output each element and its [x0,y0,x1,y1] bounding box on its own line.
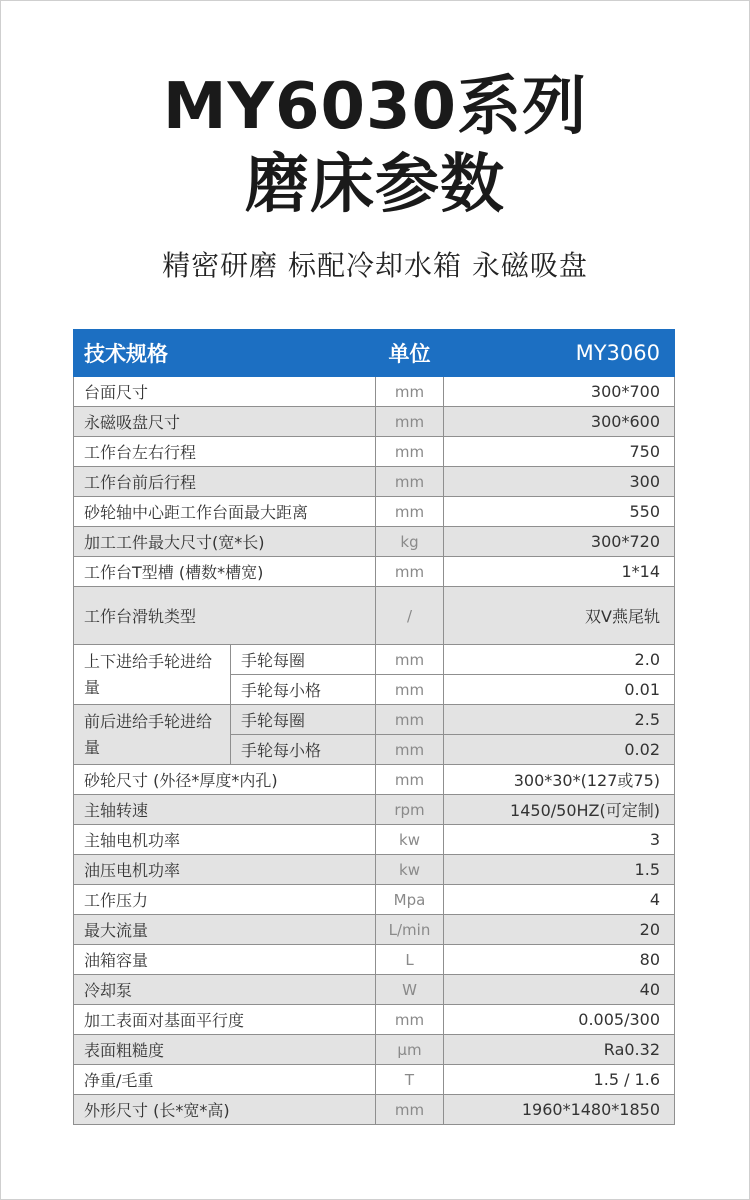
table-header-row [74,330,675,377]
spec-unit: L/min [376,915,444,945]
spec-value: 3 [444,825,675,855]
spec-unit: / [376,587,444,645]
spec-label: 主轴转速 [74,795,376,825]
table-row [74,377,675,407]
spec-value: 1960*1480*1850 [444,1095,675,1125]
spec-value: 双V燕尾轨 [444,587,675,645]
spec-label: 冷却泵 [74,975,376,1005]
spec-value: 1*14 [444,557,675,587]
spec-unit: Mpa [376,885,444,915]
spec-value: 1.5 / 1.6 [444,1065,675,1095]
spec-table [73,329,675,1125]
feed-group-label: 上下进给手轮进给量 [74,645,231,705]
spec-unit: kw [376,855,444,885]
table-row [74,1005,675,1035]
header-model: MY3060 [444,330,675,377]
spec-label: 永磁吸盘尺寸 [74,407,376,437]
spec-label: 最大流量 [74,915,376,945]
table-row [74,795,675,825]
spec-unit: mm [376,705,444,735]
feed-sub-label: 手轮每圈 [231,705,376,735]
feed-sub-label: 手轮每小格 [231,675,376,705]
spec-unit: kw [376,825,444,855]
spec-value: 300*720 [444,527,675,557]
table-row [74,975,675,1005]
spec-value: 40 [444,975,675,1005]
table-row [74,945,675,975]
table-row [74,467,675,497]
spec-value: 4 [444,885,675,915]
table-row [74,1095,675,1125]
spec-unit: mm [376,1005,444,1035]
spec-label: 主轴电机功率 [74,825,376,855]
spec-unit: mm [376,675,444,705]
spec-unit: mm [376,735,444,765]
spec-unit: mm [376,467,444,497]
table-row [74,1065,675,1095]
spec-value: 300*600 [444,407,675,437]
spec-unit: mm [376,1095,444,1125]
spec-unit: mm [376,377,444,407]
page-subtitle: 精密研磨 标配冷却水箱 永磁吸盘 [162,249,588,282]
header-spec: 技术规格 [74,330,376,377]
spec-value: 300*700 [444,377,675,407]
table-row [74,407,675,437]
spec-label: 加工工件最大尺寸(宽*长) [74,527,376,557]
spec-unit: T [376,1065,444,1095]
spec-label: 工作台T型槽 (槽数*槽宽) [74,557,376,587]
spec-label: 加工表面对基面平行度 [74,1005,376,1035]
spec-unit: mm [376,557,444,587]
spec-value: 1.5 [444,855,675,885]
table-row [74,915,675,945]
spec-unit: rpm [376,795,444,825]
spec-unit: L [376,945,444,975]
spec-value: 2.5 [444,705,675,735]
table-row [74,765,675,795]
page-title-line1: MY6030系列 [162,70,588,144]
spec-label: 砂轮尺寸 (外径*厚度*内孔) [74,765,376,795]
page-title-line2: 磨床参数 [245,148,505,222]
spec-unit: mm [376,765,444,795]
spec-unit: μm [376,1035,444,1065]
table-row [74,437,675,467]
spec-label: 油压电机功率 [74,855,376,885]
table-row [74,527,675,557]
table-row [74,497,675,527]
spec-value: 2.0 [444,645,675,675]
feed-sub-label: 手轮每圈 [231,645,376,675]
spec-value: 0.02 [444,735,675,765]
header-unit: 单位 [376,330,444,377]
spec-unit: mm [376,497,444,527]
spec-unit: mm [376,407,444,437]
spec-value: 80 [444,945,675,975]
spec-unit: W [376,975,444,1005]
spec-value: 750 [444,437,675,467]
spec-value: 300 [444,467,675,497]
spec-label: 外形尺寸 (长*宽*高) [74,1095,376,1125]
spec-label: 表面粗糙度 [74,1035,376,1065]
feed-sub-label: 手轮每小格 [231,735,376,765]
spec-label: 工作台滑轨类型 [74,587,376,645]
spec-value: 300*30*(127或75) [444,765,675,795]
spec-value: 1450/50HZ(可定制) [444,795,675,825]
table-row [74,645,675,675]
table-row [74,705,675,735]
spec-unit: kg [376,527,444,557]
spec-label: 油箱容量 [74,945,376,975]
spec-label: 工作台左右行程 [74,437,376,467]
table-row [74,1035,675,1065]
spec-unit: mm [376,645,444,675]
spec-value: 0.005/300 [444,1005,675,1035]
spec-label: 工作压力 [74,885,376,915]
table-row [74,885,675,915]
spec-label: 砂轮轴中心距工作台面最大距离 [74,497,376,527]
feed-group-label: 前后进给手轮进给量 [74,705,231,765]
spec-unit: mm [376,437,444,467]
table-row [74,587,675,645]
table-row [74,557,675,587]
spec-value: 550 [444,497,675,527]
table-row [74,825,675,855]
spec-value: 20 [444,915,675,945]
spec-label: 台面尺寸 [74,377,376,407]
spec-value: 0.01 [444,675,675,705]
spec-label: 净重/毛重 [74,1065,376,1095]
spec-value: Ra0.32 [444,1035,675,1065]
table-row [74,855,675,885]
spec-label: 工作台前后行程 [74,467,376,497]
